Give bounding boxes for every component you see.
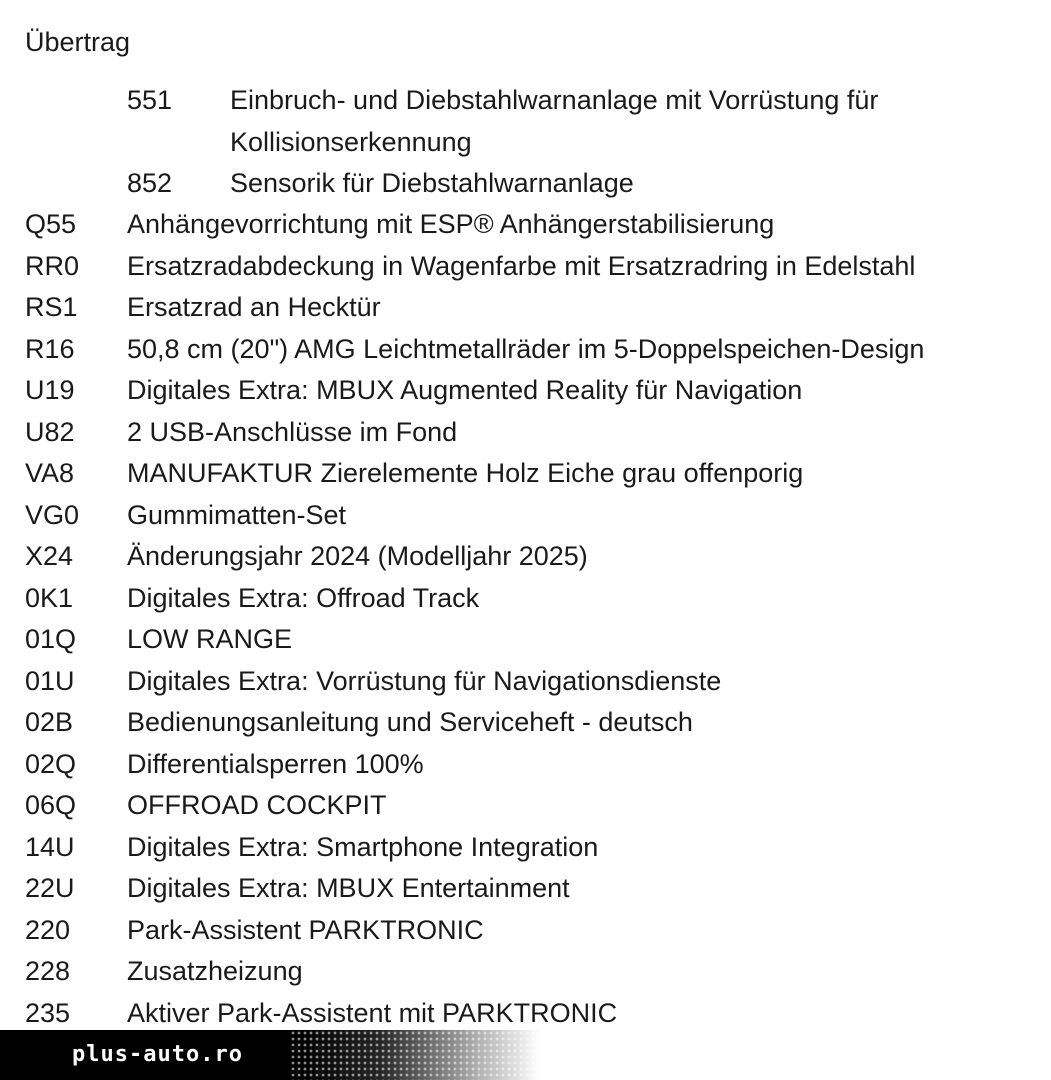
watermark-brand: plus-auto.ro xyxy=(72,1042,243,1067)
option-code: U19 xyxy=(25,375,75,405)
option-code: RS1 xyxy=(25,292,78,322)
option-description: Aktiver Park-Assistent mit PARKTRONIC xyxy=(127,997,618,1028)
option-row xyxy=(25,993,1035,1035)
sub-item xyxy=(127,163,1027,205)
sub-item-list xyxy=(127,80,1027,205)
option-description: Bedienungsanleitung und Serviceheft - deutsch xyxy=(127,707,693,737)
option-row xyxy=(25,453,1035,495)
option-description: Digitales Extra: Smartphone Integration xyxy=(127,831,599,862)
option-description: Differentialsperren 100% xyxy=(127,748,424,779)
option-row xyxy=(25,412,1035,454)
option-description: Digitales Extra: Offroad Track xyxy=(127,582,480,613)
option-description: Ersatzrad an Hecktür xyxy=(127,292,381,322)
option-description: Park-Assistent PARKTRONIC xyxy=(127,914,484,945)
halftone-pattern xyxy=(290,1030,550,1080)
option-description: Digitales Extra: MBUX Augmented Reality für Navigation xyxy=(127,375,803,405)
option-row xyxy=(25,246,1035,288)
option-row xyxy=(25,661,1035,703)
option-description: OFFROAD COCKPIT xyxy=(127,790,387,820)
option-code: 235 xyxy=(25,997,71,1028)
option-code: 0K1 xyxy=(25,582,74,613)
option-description: 2 USB-Anschlüsse im Fond xyxy=(127,416,458,447)
option-row xyxy=(25,578,1035,620)
option-row xyxy=(25,785,1035,827)
option-code: VG0 xyxy=(25,499,80,530)
option-code: VA8 xyxy=(25,458,75,488)
option-description: Zusatzheizung xyxy=(127,956,303,986)
option-code: 22U xyxy=(25,873,75,903)
option-code: RR0 xyxy=(25,250,80,281)
option-description: LOW RANGE xyxy=(127,624,293,654)
option-row xyxy=(25,287,1035,329)
option-description: Anhängevorrichtung mit ESP® Anhängerstabilisierung xyxy=(127,209,775,239)
option-description xyxy=(230,80,1027,163)
option-description: Ersatzradabdeckung in Wagenfarbe mit Ersatzradring in Edelstahl xyxy=(127,250,916,281)
option-description: 50,8 cm (20") AMG Leichtmetallräder im 5-Doppelspeichen-Design xyxy=(127,333,925,364)
option-code: 06Q xyxy=(25,790,77,820)
option-code: 01U xyxy=(25,665,75,696)
option-code: R16 xyxy=(25,333,75,364)
option-row xyxy=(25,951,1035,993)
option-row xyxy=(25,536,1035,578)
option-row xyxy=(25,910,1035,952)
option-code: 220 xyxy=(25,914,71,945)
option-row xyxy=(25,204,1035,246)
option-description: MANUFAKTUR Zierelemente Holz Eiche grau offenporig xyxy=(127,458,804,488)
option-row xyxy=(25,495,1035,537)
option-list xyxy=(25,204,1035,1034)
option-code: Q55 xyxy=(25,209,77,239)
description-line: Kollisionserkennung xyxy=(230,126,472,157)
option-row xyxy=(25,827,1035,869)
option-row xyxy=(25,370,1035,412)
option-code: 14U xyxy=(25,831,75,862)
option-row xyxy=(25,868,1035,910)
option-code: 01Q xyxy=(25,624,77,654)
option-description: Sensorik für Diebstahlwarnanlage xyxy=(230,168,634,198)
option-code: 02B xyxy=(25,707,74,737)
option-description: Digitales Extra: MBUX Entertainment xyxy=(127,873,570,903)
option-code: 228 xyxy=(25,956,71,986)
option-description: Änderungsjahr 2024 (Modelljahr 2025) xyxy=(127,541,588,571)
option-code: U82 xyxy=(25,416,75,447)
description-line: Einbruch- und Diebstahlwarnanlage mit Vorrüstung für xyxy=(230,85,879,115)
option-row xyxy=(25,744,1035,786)
option-code: X24 xyxy=(25,541,74,571)
option-code: 02Q xyxy=(25,748,77,779)
option-description: Gummimatten-Set xyxy=(127,499,347,530)
option-code: 551 xyxy=(127,85,173,115)
carryover-heading: Übertrag xyxy=(25,27,131,57)
option-row xyxy=(25,619,1035,661)
option-row xyxy=(25,329,1035,371)
sub-item xyxy=(127,80,1027,163)
option-code: 852 xyxy=(127,168,173,198)
watermark-bar xyxy=(0,1030,1051,1080)
option-row xyxy=(25,702,1035,744)
option-description: Digitales Extra: Vorrüstung für Navigationsdienste xyxy=(127,665,722,696)
